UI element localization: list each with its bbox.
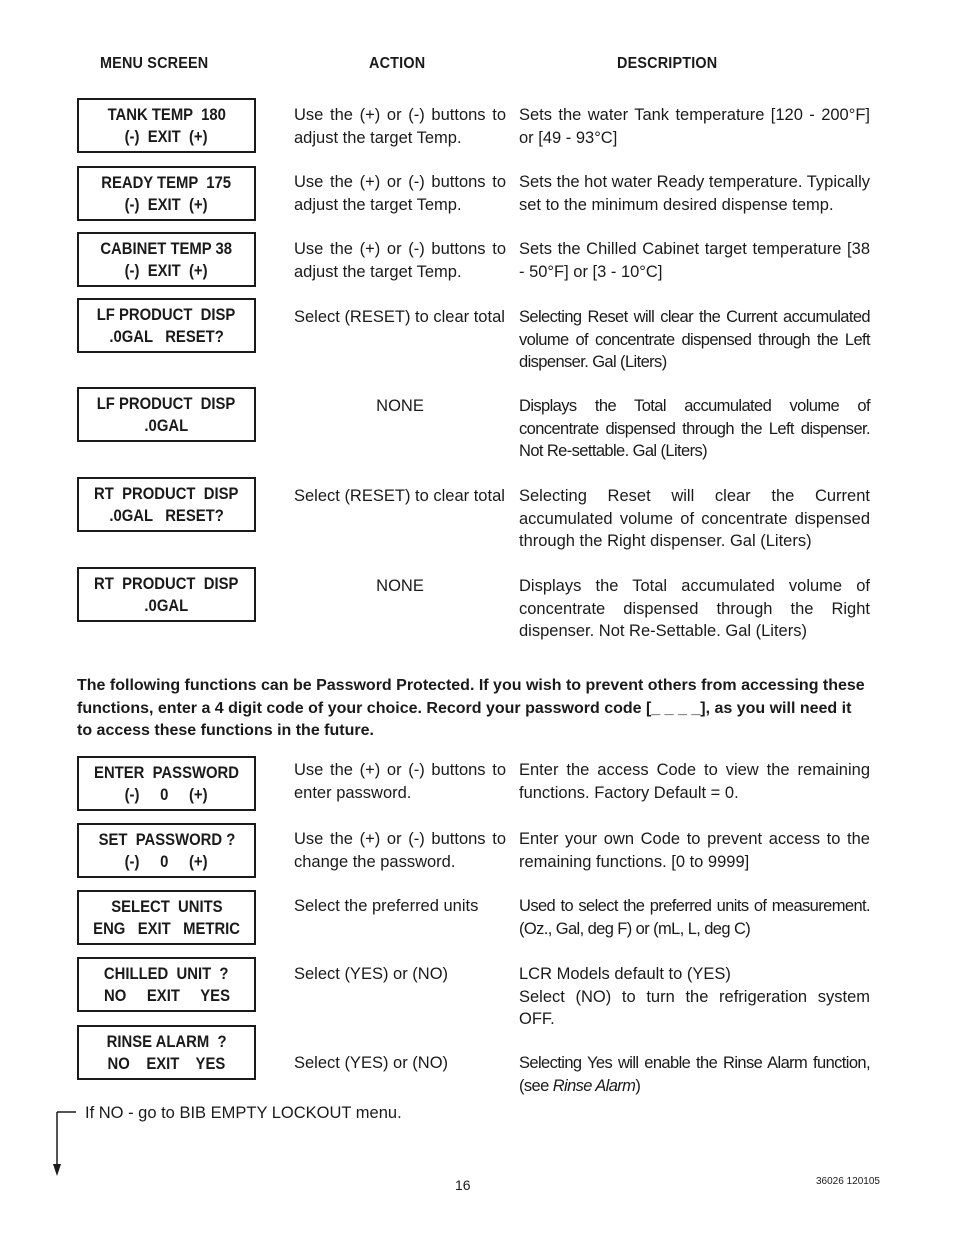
- menu-screen-enter-password: [77, 756, 256, 811]
- action-lf-product-total: NONE: [376, 397, 424, 415]
- screen-line-1: TANK TEMP 180: [107, 105, 226, 124]
- footer-note: If NO - go to BIB EMPTY LOCKOUT menu.: [85, 1104, 402, 1122]
- action-cabinet-temp: Use the (+) or (-) buttons to adjust the target Temp.: [294, 240, 506, 281]
- screen-line-2: .0GAL RESET?: [109, 506, 224, 525]
- screen-line-1: LF PRODUCT DISP: [97, 394, 236, 413]
- page-number: 16: [455, 1177, 471, 1193]
- description-ready-temp: Sets the hot water Ready temperature. Typically set to the minimum desired dispense temp.: [519, 173, 870, 214]
- description-line: LCR Models default to (YES): [519, 965, 731, 983]
- screen-line-2: NO EXIT YES: [103, 986, 230, 1005]
- action-tank-temp: Use the (+) or (-) buttons to adjust the target Temp.: [294, 106, 506, 147]
- description-rt-product-total: Displays the Total accumulated volume of concentrate dispensed through the Right dispenser. Not Re-Settable. Gal (Liters): [519, 577, 870, 640]
- screen-line-1: CABINET TEMP 38: [100, 239, 233, 258]
- description-line: Select (NO) to turn the refrigeration system OFF.: [519, 987, 870, 1028]
- screen-line-2: (-) EXIT (+): [125, 261, 208, 280]
- rinse-alarm-reference: Rinse Alarm: [552, 1076, 636, 1095]
- screen-line-2: (-) EXIT (+): [125, 127, 208, 146]
- action-chilled-unit: Select (YES) or (NO): [294, 965, 449, 983]
- description-text: Selecting Yes will enable the Rinse Alarm function, (see: [519, 1054, 870, 1095]
- screen-line-2: .0GAL: [144, 416, 189, 435]
- screen-line-2: .0GAL RESET?: [109, 327, 224, 346]
- description-enter-password: Enter the access Code to view the remaining functions. Factory Default = 0.: [519, 761, 870, 802]
- menu-screen-rt-product-total: [77, 567, 256, 622]
- description-lf-product-total: Displays the Total accumulated volume of concentrate dispensed through the Left dispenser. Not Re-settable. Gal (Liters): [519, 397, 870, 460]
- menu-screen-cabinet-temp: [77, 232, 256, 287]
- menu-screen-rinse-alarm: [77, 1025, 256, 1080]
- action-select-units: Select the preferred units: [294, 897, 479, 915]
- screen-line-2: .0GAL: [144, 596, 189, 615]
- action-enter-password: Use the (+) or (-) buttons to enter password.: [294, 761, 506, 802]
- password-notice: The following functions can be Password Protected. If you wish to prevent others from accessing these functions, enter a 4 digit code of your choice. Record your password code [_ _ _ _], as you will need it to access these functions in the future.: [77, 677, 865, 739]
- screen-line-1: CHILLED UNIT ?: [104, 964, 229, 983]
- action-rt-product-reset: Select (RESET) to clear total: [294, 487, 505, 505]
- description-chilled-unit: [519, 963, 870, 1031]
- menu-screen-ready-temp: [77, 166, 256, 221]
- screen-line-1: LF PRODUCT DISP: [97, 305, 236, 324]
- screen-line-2: (-) 0 (+): [125, 852, 208, 871]
- menu-screen-lf-product-total: [77, 387, 256, 442]
- description-cabinet-temp: Sets the Chilled Cabinet target temperature [38 - 50°F] or [3 - 10°C]: [519, 240, 870, 281]
- action-rinse-alarm: Select (YES) or (NO): [294, 1054, 449, 1072]
- screen-line-1: ENTER PASSWORD: [94, 763, 239, 782]
- flow-arrow-icon: [50, 1108, 80, 1180]
- action-lf-product-reset: Select (RESET) to clear total: [294, 308, 505, 326]
- screen-line-1: RT PRODUCT DISP: [94, 574, 239, 593]
- screen-line-1: READY TEMP 175: [101, 173, 232, 192]
- action-ready-temp: Use the (+) or (-) buttons to adjust the target Temp.: [294, 173, 506, 214]
- description-set-password: Enter your own Code to prevent access to the remaining functions. [0 to 9999]: [519, 830, 870, 871]
- description-tank-temp: Sets the water Tank temperature [120 - 200°F] or [49 - 93°C]: [519, 106, 870, 147]
- description-rt-product-reset: Selecting Reset will clear the Current accumulated volume of concentrate dispensed through the Right dispenser. Gal (Liters): [519, 487, 870, 550]
- action-set-password: Use the (+) or (-) buttons to change the password.: [294, 830, 506, 871]
- header-menu-screen: MENU SCREEN: [100, 55, 209, 72]
- description-rinse-alarm: [519, 1052, 870, 1097]
- description-text-end: ): [635, 1076, 641, 1095]
- screen-line-2: ENG EXIT METRIC: [93, 919, 240, 938]
- description-select-units: Used to select the preferred units of measurement. (Oz., Gal, deg F) or (mL, L, deg C): [519, 897, 870, 938]
- menu-screen-set-password: [77, 823, 256, 878]
- description-lf-product-reset: Selecting Reset will clear the Current accumulated volume of concentrate dispensed through the Left dispenser. Gal (Liters): [519, 308, 870, 371]
- menu-screen-select-units: [77, 890, 256, 945]
- menu-screen-lf-product-reset: [77, 298, 256, 353]
- screen-line-2: (-) 0 (+): [125, 785, 208, 804]
- menu-screen-tank-temp: [77, 98, 256, 153]
- screen-line-1: RT PRODUCT DISP: [94, 484, 239, 503]
- menu-screen-rt-product-reset: [77, 477, 256, 532]
- screen-line-1: RINSE ALARM ?: [106, 1032, 227, 1051]
- document-code: 36026 120105: [816, 1176, 880, 1187]
- screen-line-2: NO EXIT YES: [107, 1054, 226, 1073]
- screen-line-1: SET PASSWORD ?: [98, 830, 235, 849]
- action-rt-product-total: NONE: [376, 577, 424, 595]
- menu-screen-chilled-unit: [77, 957, 256, 1012]
- header-description: DESCRIPTION: [617, 55, 718, 72]
- screen-line-2: (-) EXIT (+): [125, 195, 208, 214]
- header-action: ACTION: [369, 55, 426, 72]
- screen-line-1: SELECT UNITS: [110, 897, 223, 916]
